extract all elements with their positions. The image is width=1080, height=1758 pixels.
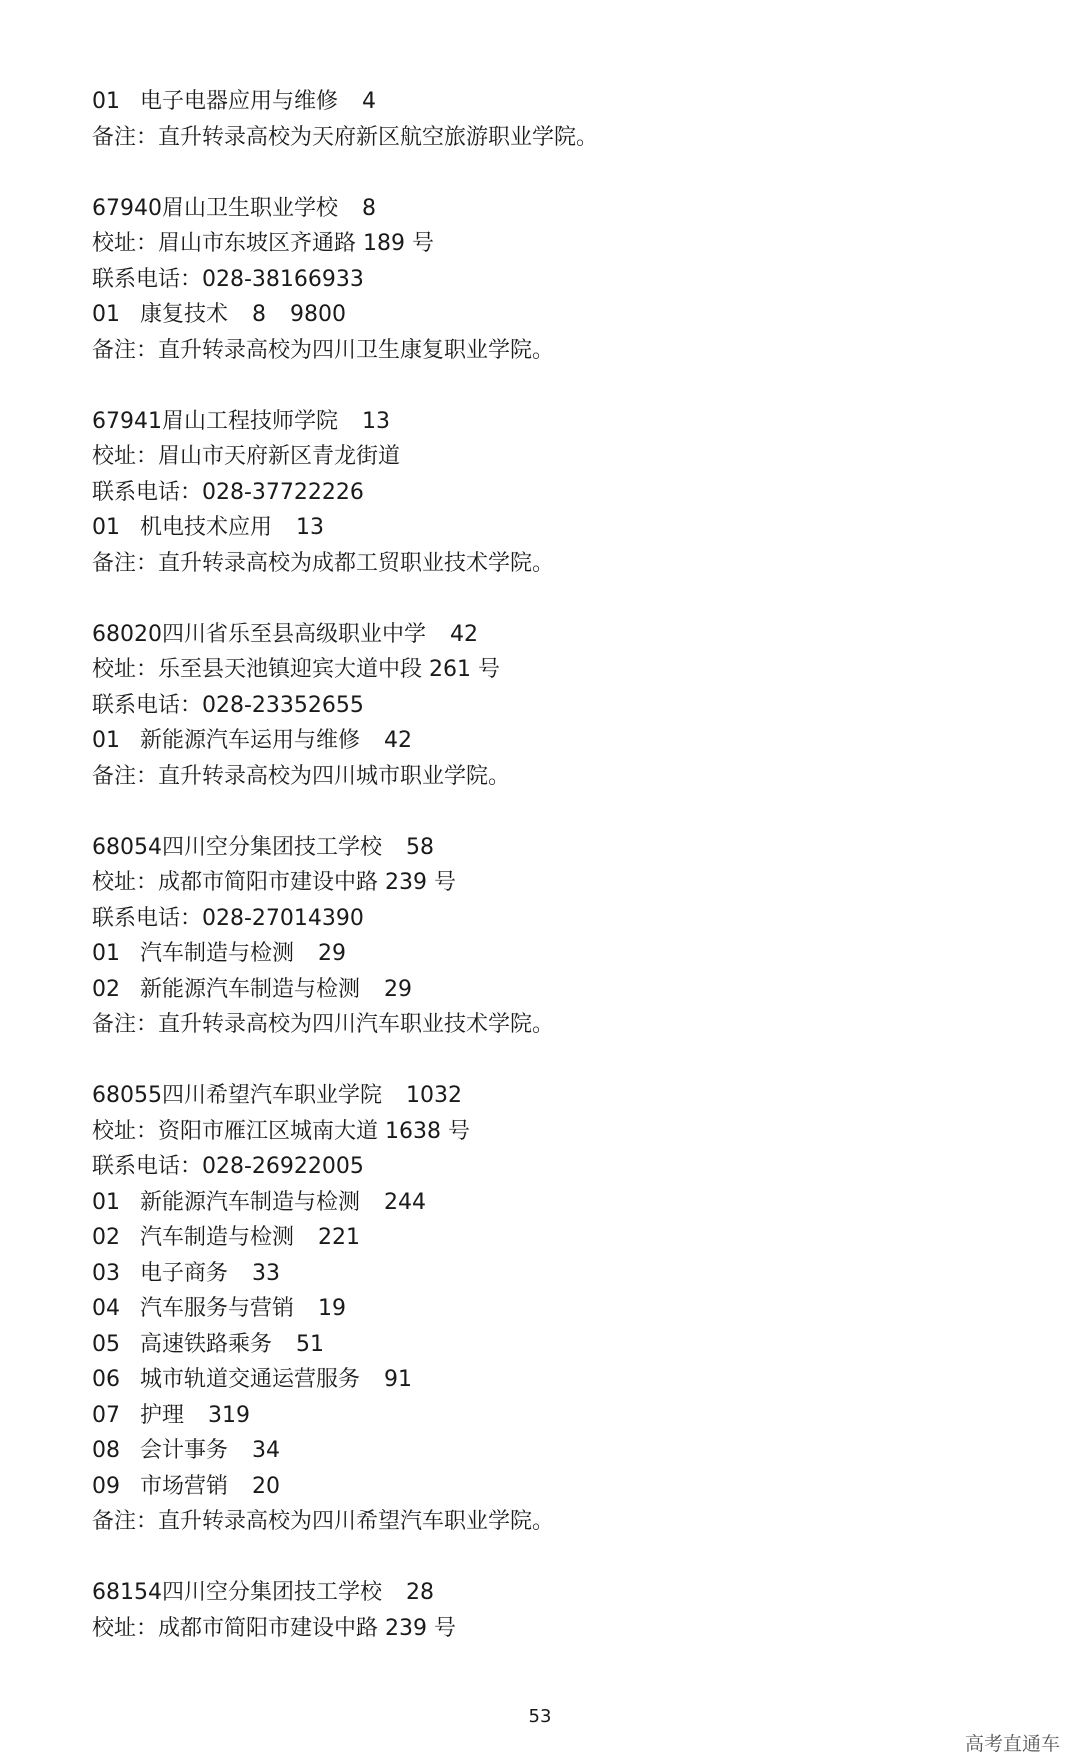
program-count: 319 (208, 1402, 251, 1428)
program-code: 01 (92, 1189, 120, 1215)
program-code: 01 (92, 89, 120, 114)
address-line: 校址：眉山市天府新区青龙街道 (92, 444, 401, 469)
continued-section (92, 84, 1042, 155)
program-row (92, 1433, 1042, 1469)
program-count: 244 (384, 1189, 427, 1215)
school-name: 四川省乐至县高级职业中学 (162, 621, 427, 647)
note-line: 备注：直升转录高校为四川城市职业学院。 (92, 763, 511, 789)
school-entry (92, 191, 1042, 369)
school-entry (92, 1078, 1042, 1540)
program-row (92, 723, 1042, 759)
school-code: 68154 (92, 1580, 162, 1605)
address-line: 校址：资阳市雁江区城南大道 1638 号 (92, 1118, 470, 1144)
program-code: 01 (92, 302, 120, 327)
school-entry (92, 617, 1042, 795)
program-count: 8 (252, 302, 267, 327)
program-code: 04 (92, 1296, 120, 1321)
school-total: 8 (362, 195, 377, 221)
program-row (92, 1469, 1042, 1505)
program-code: 02 (92, 1225, 120, 1250)
school-header (92, 830, 1042, 866)
school-total: 13 (362, 408, 391, 434)
program-name: 电子商务 (140, 1260, 229, 1286)
program-row (92, 1220, 1042, 1256)
school-code: 68055 (92, 1083, 162, 1108)
school-name: 四川希望汽车职业学院 (162, 1083, 383, 1108)
phone-line: 联系电话：028-37722226 (92, 479, 364, 505)
program-code: 01 (92, 941, 120, 966)
phone-line: 联系电话：028-38166933 (92, 266, 364, 292)
program-row (92, 972, 1042, 1008)
program-count: 34 (252, 1438, 281, 1463)
school-entry (92, 404, 1042, 582)
note-line: 备注：直升转录高校为四川汽车职业技术学院。 (92, 1012, 555, 1037)
program-name: 新能源汽车运用与维修 (140, 728, 361, 753)
program-row (92, 84, 1042, 120)
program-code: 08 (92, 1438, 120, 1463)
school-total: 1032 (406, 1083, 463, 1108)
program-count: 91 (384, 1367, 413, 1392)
school-entry (92, 1575, 1042, 1646)
program-count: 29 (384, 976, 413, 1002)
program-code: 05 (92, 1331, 120, 1357)
program-name: 会计事务 (140, 1438, 229, 1463)
school-total: 28 (406, 1580, 435, 1605)
program-row (92, 297, 1042, 333)
program-name: 市场营销 (140, 1473, 229, 1499)
program-code: 07 (92, 1402, 120, 1428)
program-name: 康复技术 (140, 302, 229, 327)
program-count: 13 (296, 515, 325, 540)
program-row (92, 1362, 1042, 1398)
address-line: 校址：成都市简阳市建设中路 239 号 (92, 1615, 456, 1641)
school-name: 四川空分集团技工学校 (162, 1580, 383, 1605)
program-count: 20 (252, 1473, 281, 1499)
program-count: 19 (318, 1296, 347, 1321)
program-row (92, 1256, 1042, 1292)
school-entry (92, 830, 1042, 1043)
note-line: 备注：直升转录高校为成都工贸职业技术学院。 (92, 550, 555, 576)
program-code: 01 (92, 728, 120, 753)
school-name: 四川空分集团技工学校 (162, 834, 383, 860)
program-count: 42 (384, 728, 413, 753)
program-name: 汽车制造与检测 (140, 941, 295, 966)
program-name: 汽车制造与检测 (140, 1225, 295, 1250)
program-code: 06 (92, 1367, 120, 1392)
school-name: 眉山卫生职业学校 (162, 195, 339, 221)
address-line: 校址：成都市简阳市建设中路 239 号 (92, 870, 456, 895)
program-name: 护理 (140, 1402, 185, 1428)
program-row (92, 1185, 1042, 1221)
program-count: 51 (296, 1331, 325, 1357)
school-header (92, 191, 1042, 227)
address-line: 校址：眉山市东坡区齐通路 189 号 (92, 231, 434, 256)
program-row (92, 1291, 1042, 1327)
program-name: 新能源汽车制造与检测 (140, 976, 361, 1002)
program-row (92, 1327, 1042, 1363)
program-count: 29 (318, 941, 347, 966)
school-header (92, 404, 1042, 440)
note-line: 备注：直升转录高校为四川希望汽车职业学院。 (92, 1509, 555, 1534)
program-name: 机电技术应用 (140, 515, 273, 540)
program-code: 03 (92, 1260, 120, 1286)
phone-line: 联系电话：028-27014390 (92, 905, 364, 931)
program-count: 4 (362, 89, 377, 114)
school-header (92, 617, 1042, 653)
program-name: 高速铁路乘务 (140, 1331, 273, 1357)
phone-line: 联系电话：028-23352655 (92, 692, 364, 718)
program-name: 城市轨道交通运营服务 (140, 1367, 361, 1392)
program-code: 09 (92, 1473, 120, 1499)
note-line: 备注：直升转录高校为天府新区航空旅游职业学院。 (92, 124, 599, 150)
school-name: 眉山工程技师学院 (162, 408, 339, 434)
program-count: 221 (318, 1225, 361, 1250)
school-code: 68020 (92, 621, 162, 647)
program-code: 01 (92, 515, 120, 540)
program-fee: 9800 (290, 302, 347, 327)
program-count: 33 (252, 1260, 281, 1286)
school-code: 67940 (92, 195, 162, 221)
program-code: 02 (92, 976, 120, 1002)
program-row (92, 510, 1042, 546)
note-line: 备注：直升转录高校为四川卫生康复职业学院。 (92, 337, 555, 363)
school-header (92, 1575, 1042, 1611)
school-header (92, 1078, 1042, 1114)
phone-line: 联系电话：028-26922005 (92, 1154, 364, 1179)
program-name: 汽车服务与营销 (140, 1296, 295, 1321)
document-body (92, 84, 1042, 1646)
program-row (92, 1398, 1042, 1434)
school-code: 67941 (92, 408, 162, 434)
school-total: 58 (406, 834, 435, 860)
address-line: 校址：乐至县天池镇迎宾大道中段 261 号 (92, 657, 500, 682)
watermark: 高考直通车 (964, 1733, 1060, 1755)
school-code: 68054 (92, 834, 162, 860)
program-name: 新能源汽车制造与检测 (140, 1189, 361, 1215)
page-number: 53 (528, 1706, 552, 1727)
program-name: 电子电器应用与维修 (140, 89, 339, 114)
school-total: 42 (450, 621, 479, 647)
program-row (92, 936, 1042, 972)
